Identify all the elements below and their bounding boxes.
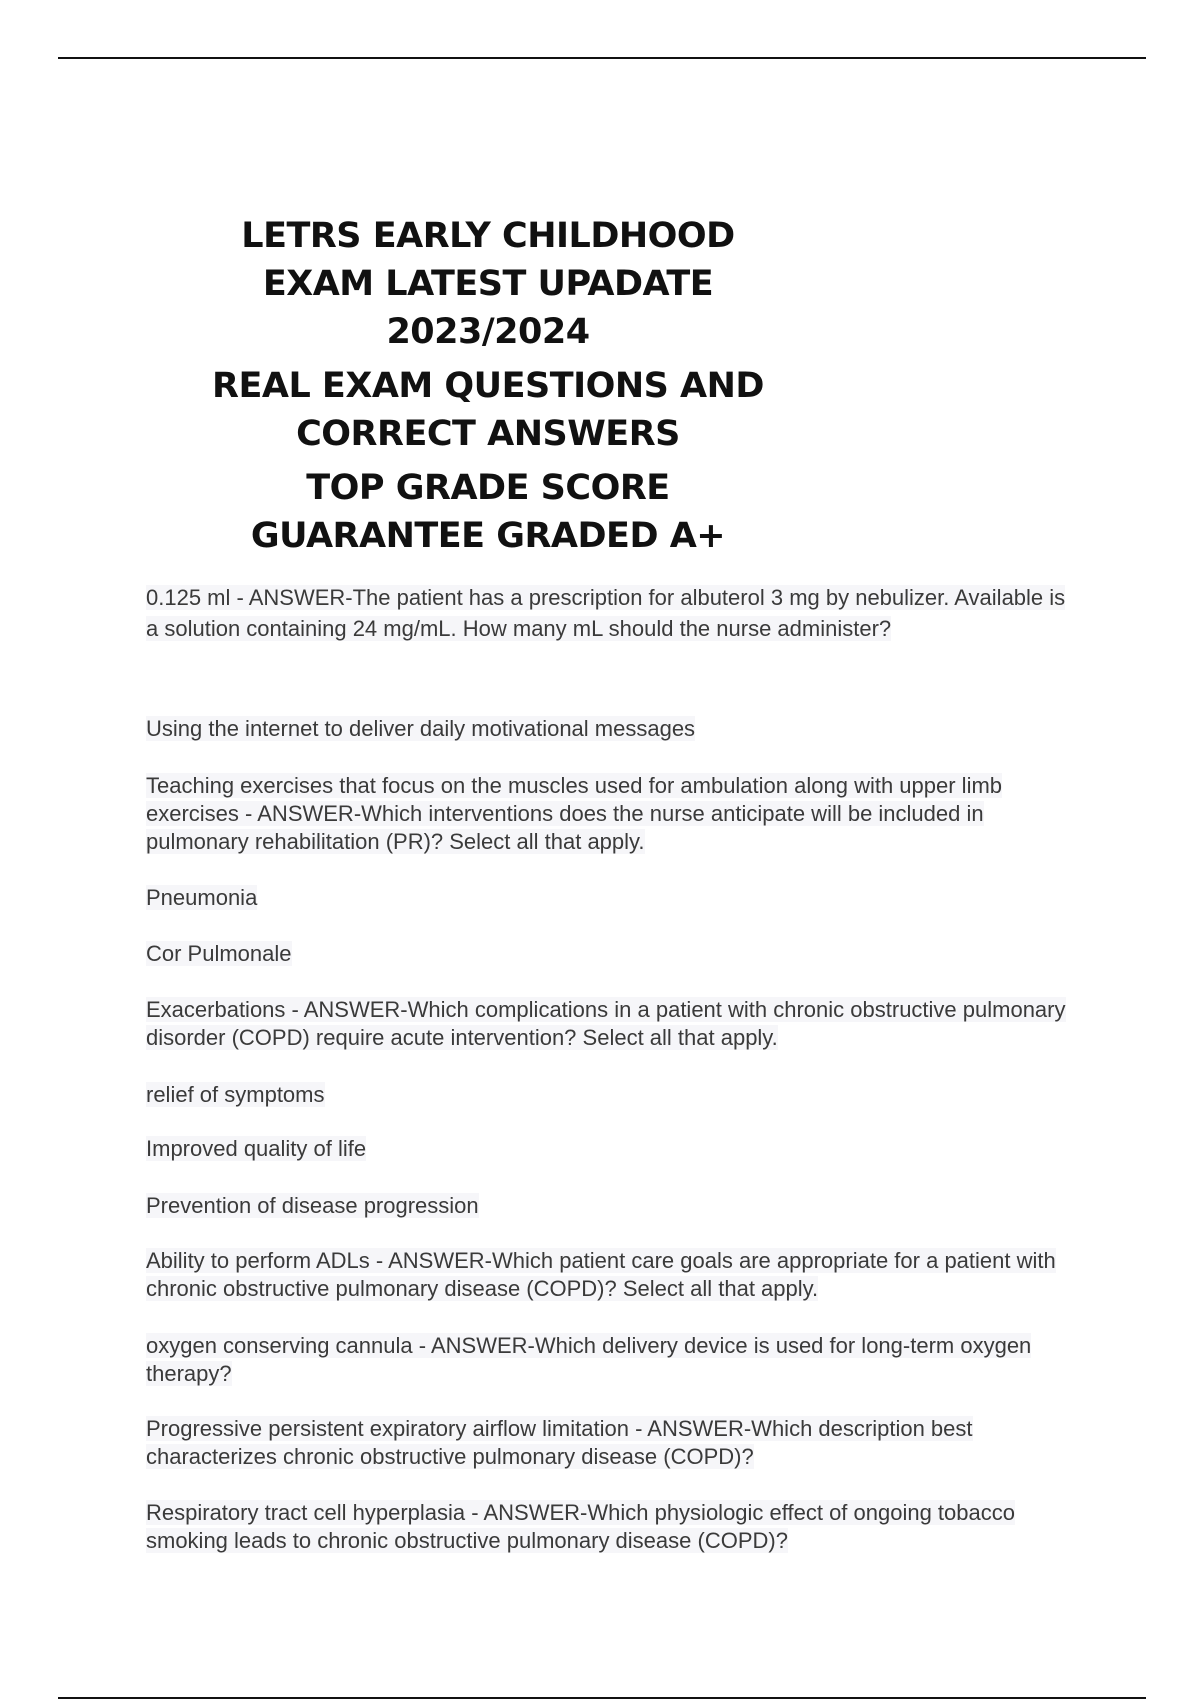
qa-paragraph: oxygen conserving cannula - ANSWER-Which delivery device is used for long-term oxygen therapy? — [146, 1333, 1032, 1386]
qa-paragraph: Exacerbations - ANSWER-Which complications in a patient with chronic obstructive pulmonary disorder (COPD) require acute intervention? Select all that apply. — [146, 997, 1066, 1050]
qa-paragraph: Cor Pulmonale — [146, 941, 292, 966]
qa-paragraph: Improved quality of life — [146, 1136, 367, 1161]
qa-paragraph: Respiratory tract cell hyperplasia - ANSWER-Which physiologic effect of ongoing tobacco smoking leads to chronic obstructive pulmonary disease (COPD)? — [146, 1500, 1015, 1553]
title-line: CORRECT ANSWERS — [296, 414, 680, 454]
qa-paragraph: Progressive persistent expiratory airflow limitation - ANSWER-Which description best characterizes chronic obstructive pulmonary disease (COPD)? — [146, 1416, 973, 1469]
qa-paragraph: Using the internet to deliver daily motivational messages — [146, 716, 696, 741]
title-line: TOP GRADE SCORE — [306, 468, 670, 508]
document-title — [110, 212, 866, 560]
qa-paragraph: relief of symptoms — [146, 1082, 325, 1107]
title-line: EXAM LATEST UPADATE — [262, 264, 714, 304]
title-line: 2023/2024 — [386, 312, 590, 352]
top-rule — [58, 57, 1146, 59]
qa-paragraph: Ability to perform ADLs - ANSWER-Which patient care goals are appropriate for a patient with chronic obstructive pulmonary disease (COPD)? Select all that apply. — [146, 1248, 1056, 1301]
title-line: REAL EXAM QUESTIONS AND — [212, 366, 764, 406]
qa-paragraph: Pneumonia — [146, 885, 258, 910]
qa-paragraph: 0.125 ml - ANSWER-The patient has a prescription for albuterol 3 mg by nebulizer. Available is a solution containing 24 mg/mL. How many mL should the nurse administer? — [146, 585, 1066, 641]
title-line: LETRS EARLY CHILDHOOD — [241, 216, 735, 256]
bottom-rule — [58, 1697, 1146, 1699]
qa-paragraph: Prevention of disease progression — [146, 1193, 479, 1218]
title-line: GUARANTEE GRADED A+ — [250, 516, 726, 556]
qa-paragraph: Teaching exercises that focus on the muscles used for ambulation along with upper limb exercises - ANSWER-Which interventions does the nurse anticipate will be included in pulmonary rehabilitation (PR)? Select all that apply. — [146, 773, 1003, 854]
